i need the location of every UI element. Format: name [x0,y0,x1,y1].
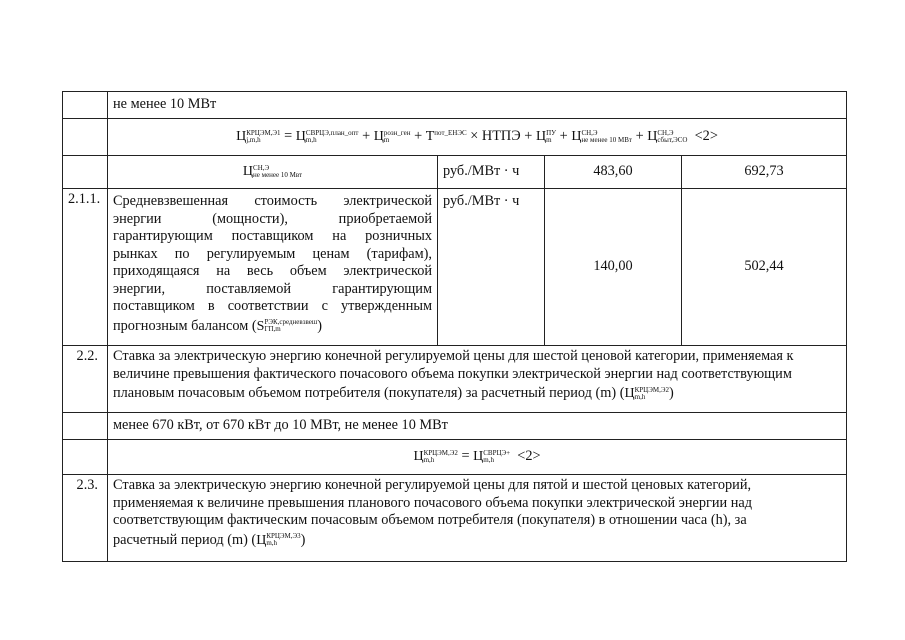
empty-num-cell [63,119,108,156]
empty-num-cell [63,156,108,189]
description-cell: Ставка за электрическую энергию конечной регулируемой цены для шестой ценовой категории, применяемая к величине превышения фактического почасового объема покупки электрической энергии над соответствующим плановым почасовым объемом потребителя (покупателя) за расчетный период (m) (Ц КРЦЭМ,Э2 m,h ) [108,346,847,413]
value-cell: 140,00 [545,189,682,346]
value-cell: 692,73 [682,156,847,189]
table-row [63,440,847,475]
value-cell: 502,44 [682,189,847,346]
table-row [63,92,847,119]
text-cell: менее 670 кВт, от 670 кВт до 10 МВт, не менее 10 МВт [108,413,847,440]
unit-cell: руб./МВт · ч [438,189,545,346]
table-row [63,156,847,189]
row-text: не менее 10 МВт [113,96,217,113]
table-row [63,346,847,413]
description-cell: Ставка за электрическую энергию конечной регулируемой цены для пятой и шестой ценовых категорий, применяемая к величине превышения планового почасового объема покупки электрической энергии над соответствующим фактическим почасовым объемом потребителя (покупателя) в отношении часа (h), за расчетный период (m) (Ц КРЦЭМ,Э3 m,h ) [108,475,847,562]
description-cell: Средневзвешенная стоимость электрической энергии (мощности), приобретаемой гарантирующим поставщиком на розничных рынках по регулируемым ценам (тарифам), приходящаяся на весь объем электрической энергии, поставляемой гарантирующим поставщиком в соответствии с утвержденным прогнозным балансом (S РЭК,средневзвеш ГП,m ) [108,189,438,346]
row-number: 2.1.1. [63,189,108,346]
empty-num-cell [63,440,108,475]
formula-cell: Ц КРЦЭМ,Э2 m,h = Ц СВРЦЭ+ m,h <2> [108,440,847,475]
value-cell: 483,60 [545,156,682,189]
row-number: 2.2. [63,346,108,413]
table-row [63,475,847,562]
empty-num-cell [63,413,108,440]
text-cell [108,92,847,119]
tariff-table [62,91,847,562]
row-number: 2.3. [63,475,108,562]
formula-cell [108,119,847,156]
table-row [63,189,847,346]
empty-num-cell [63,92,108,119]
table-row [63,119,847,156]
symbol-cell: Ц СН,Э не менее 10 Мвт [108,156,438,189]
table-row [63,413,847,440]
unit-cell: руб./МВт · ч [438,156,545,189]
formula: Ц КРЦЭМ,Э1 j,m,h = Ц СВРЦЭ,план_опт m,h + Ц розн_ген m + Т пот_ЕНЭС × НТПЭ + Ц ПУ m + Ц СН,Э не менее 10 МВт + Ц СН,Э сбыт,ЭСО <2> [236,128,718,145]
